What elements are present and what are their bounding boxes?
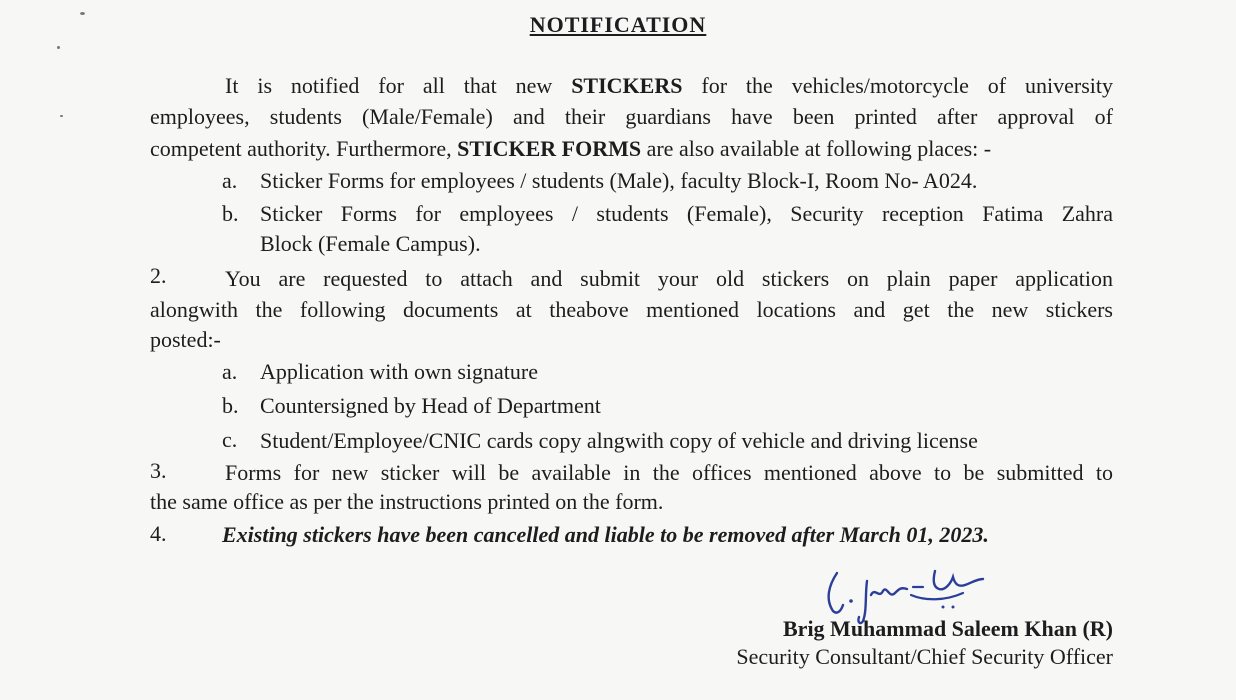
list-item-text: Sticker Forms for employees / students (Male), faculty Block-I, Room No- A024. bbox=[260, 168, 978, 193]
document-title: NOTIFICATION bbox=[529, 12, 707, 37]
para3-line1: Forms for new sticker will be available in the offices mentioned above to be submitted to bbox=[225, 460, 1113, 485]
list-item-label: a. bbox=[222, 359, 238, 384]
para2-line1: You are requested to attach and submit your old stickers on plain paper application bbox=[225, 266, 1113, 291]
para2-line2: alongwith the following documents at theabove mentioned locations and get the new stickers bbox=[150, 297, 1113, 322]
para2-line3: posted:- bbox=[150, 327, 221, 352]
para1-line3: competent authority. Furthermore, STICKER FORMS are also available at following places: - bbox=[150, 136, 992, 161]
stickers-emphasis: STICKERS bbox=[571, 73, 683, 98]
list-item-text: Countersigned by Head of Department bbox=[260, 393, 601, 418]
list-item-label: b. bbox=[222, 393, 239, 418]
sticker-forms-emphasis: STICKER FORMS bbox=[457, 136, 642, 161]
paragraph-number: 4. bbox=[150, 521, 167, 546]
cancellation-notice: Existing stickers have been cancelled and liable to be removed after March 01, 2023. bbox=[222, 522, 989, 547]
list-item-label: b. bbox=[222, 201, 239, 226]
para1-line1: It is notified for all that new STICKERS for the vehicles/motorcycle of university bbox=[225, 73, 1114, 98]
list-item-text-continued: Block (Female Campus). bbox=[260, 231, 481, 256]
para3-line2: the same office as per the instructions printed on the form. bbox=[150, 489, 664, 514]
signatory-designation: Security Consultant/Chief Security Officer bbox=[736, 644, 1113, 669]
list-item-label: c. bbox=[222, 427, 238, 452]
list-item-text: Application with own signature bbox=[260, 359, 539, 384]
scan-speck bbox=[60, 115, 63, 117]
list-item-text: Student/Employee/CNIC cards copy alngwith copy of vehicle and driving license bbox=[260, 428, 978, 453]
scan-speck bbox=[57, 46, 60, 49]
list-item-text: Sticker Forms for employees / students (Female), Security reception Fatima Zahra bbox=[260, 201, 1113, 226]
para1-line2: employees, students (Male/Female) and their guardians have been printed after approval of bbox=[150, 104, 1113, 129]
paragraph-number: 3. bbox=[150, 458, 167, 483]
list-item-label: a. bbox=[222, 168, 238, 193]
paragraph-number: 2. bbox=[150, 263, 167, 288]
signatory-name: Brig Muhammad Saleem Khan (R) bbox=[783, 616, 1113, 641]
